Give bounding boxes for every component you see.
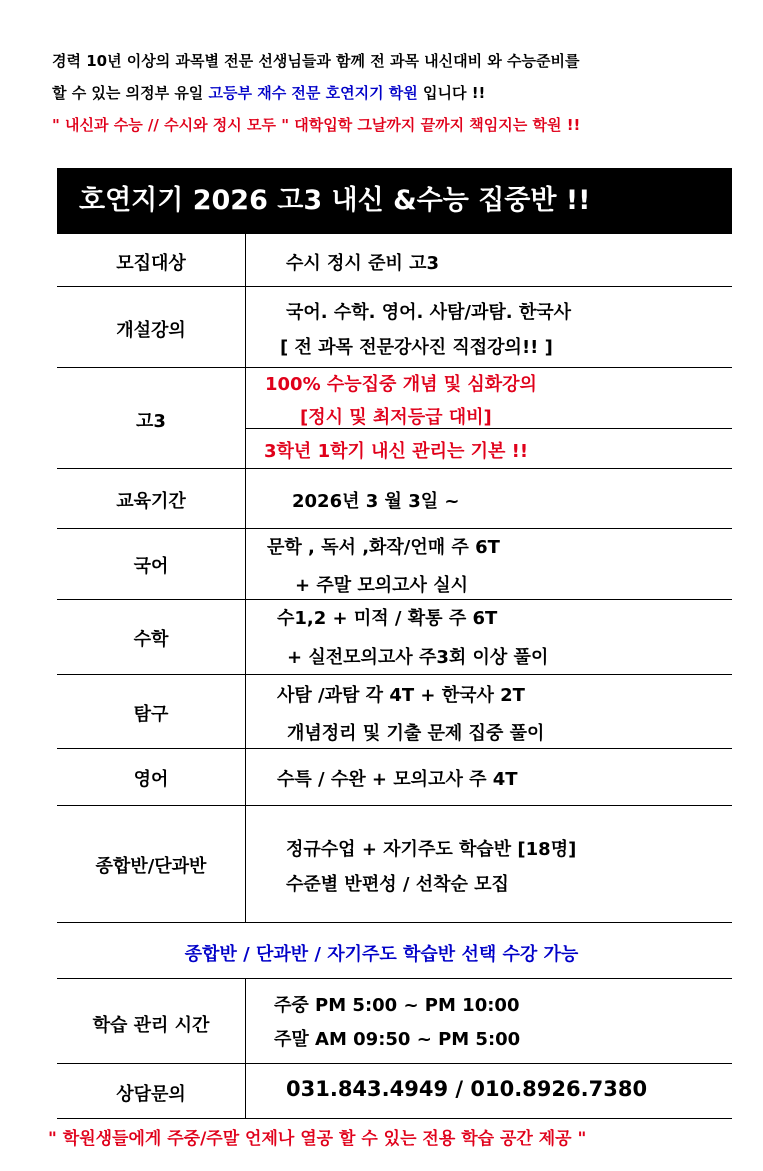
label-target: 모집대상 [116, 253, 186, 274]
row-separator [57, 922, 732, 923]
row-separator [57, 1063, 732, 1064]
row-separator [57, 599, 732, 600]
intro-line-2 [52, 82, 485, 103]
intro-line-3: " 내신과 수능 // 수시와 정시 모두 " 대학입학 그날까지 끝까지 책임지는 학원 !! [52, 116, 581, 134]
value-combined-line1: 정규수업 + 자기주도 학습반 [18명] [286, 839, 577, 860]
label-courses: 개설강의 [116, 320, 186, 341]
row-separator [57, 978, 732, 979]
value-english: 수특 / 수완 + 모의고사 주 4T [277, 769, 518, 790]
value-period: 2026년 3 월 3일 ~ [292, 491, 460, 512]
value-study-weekday: 주중 PM 5:00 ~ PM 10:00 [274, 995, 520, 1016]
value-study-weekend: 주말 AM 09:50 ~ PM 5:00 [274, 1029, 521, 1050]
row-separator [57, 674, 732, 675]
label-combined: 종합반/단과반 [95, 856, 207, 877]
label-study-time: 학습 관리 시간 [92, 1015, 210, 1036]
label-inquiry: 탐구 [133, 704, 169, 725]
value-korean-line1: 문학 , 독서 ,화작/언매 주 6T [267, 537, 500, 558]
value-inquiry-line1: 사탐 /과탐 각 4T + 한국사 2T [277, 685, 525, 706]
value-contact-phone[interactable]: 031.843.4949 / 010.8926.7380 [286, 1077, 648, 1101]
intro-line-1: 경력 10년 이상의 과목별 전문 선생님들과 함께 전 과목 내신대비 와 수능준비를 [52, 52, 580, 70]
table-divider [245, 978, 246, 1118]
value-courses-line1: 국어. 수학. 영어. 사탐/과탐. 한국사 [286, 302, 572, 323]
value-g3-line3: 3학년 1학기 내신 관리는 기본 !! [264, 441, 529, 462]
course-selection-notice: 종합반 / 단과반 / 자기주도 학습반 선택 수강 가능 [184, 944, 579, 965]
value-math-line1: 수1,2 + 미적 / 확통 주 6T [277, 608, 498, 629]
value-g3-line2: [정시 및 최저등급 대비] [300, 407, 492, 428]
value-inquiry-line2: 개념정리 및 기출 문제 집중 풀이 [287, 723, 545, 744]
intro-line-2-pre: 할 수 있는 의정부 유일 [52, 84, 209, 102]
table-divider [245, 234, 246, 922]
label-english: 영어 [133, 769, 169, 790]
value-courses-line2: [ 전 과목 전문강사진 직접강의!! ] [280, 337, 553, 358]
footer-note: " 학원생들에게 주중/주말 언제나 열공 할 수 있는 전용 학습 공간 제공 " [48, 1129, 587, 1149]
intro-line-2-post: 입니다 !! [417, 84, 486, 102]
row-separator [57, 367, 732, 368]
value-korean-line2: + 주말 모의고사 실시 [295, 575, 468, 596]
row-separator [57, 286, 732, 287]
value-combined-line2: 수준별 반편성 / 선착순 모집 [286, 874, 509, 895]
page-title-banner: 호연지기 2026 고3 내신 &수능 집중반 !! [57, 168, 732, 234]
label-period: 교육기간 [116, 491, 186, 512]
row-separator [57, 528, 732, 529]
row-separator [57, 748, 732, 749]
label-contact: 상담문의 [116, 1084, 186, 1105]
row-separator [57, 805, 732, 806]
value-math-line2: + 실전모의고사 주3회 이상 풀이 [287, 647, 549, 668]
label-math: 수학 [133, 629, 169, 650]
row-separator [57, 1118, 732, 1119]
intro-highlight: 고등부 재수 전문 호연지기 학원 [208, 84, 418, 102]
value-g3-line1: 100% 수능집중 개념 및 심화강의 [265, 374, 537, 395]
label-korean: 국어 [133, 556, 169, 577]
value-target: 수시 정시 준비 고3 [286, 253, 440, 274]
label-g3: 고3 [136, 411, 166, 432]
row-separator [57, 468, 732, 469]
